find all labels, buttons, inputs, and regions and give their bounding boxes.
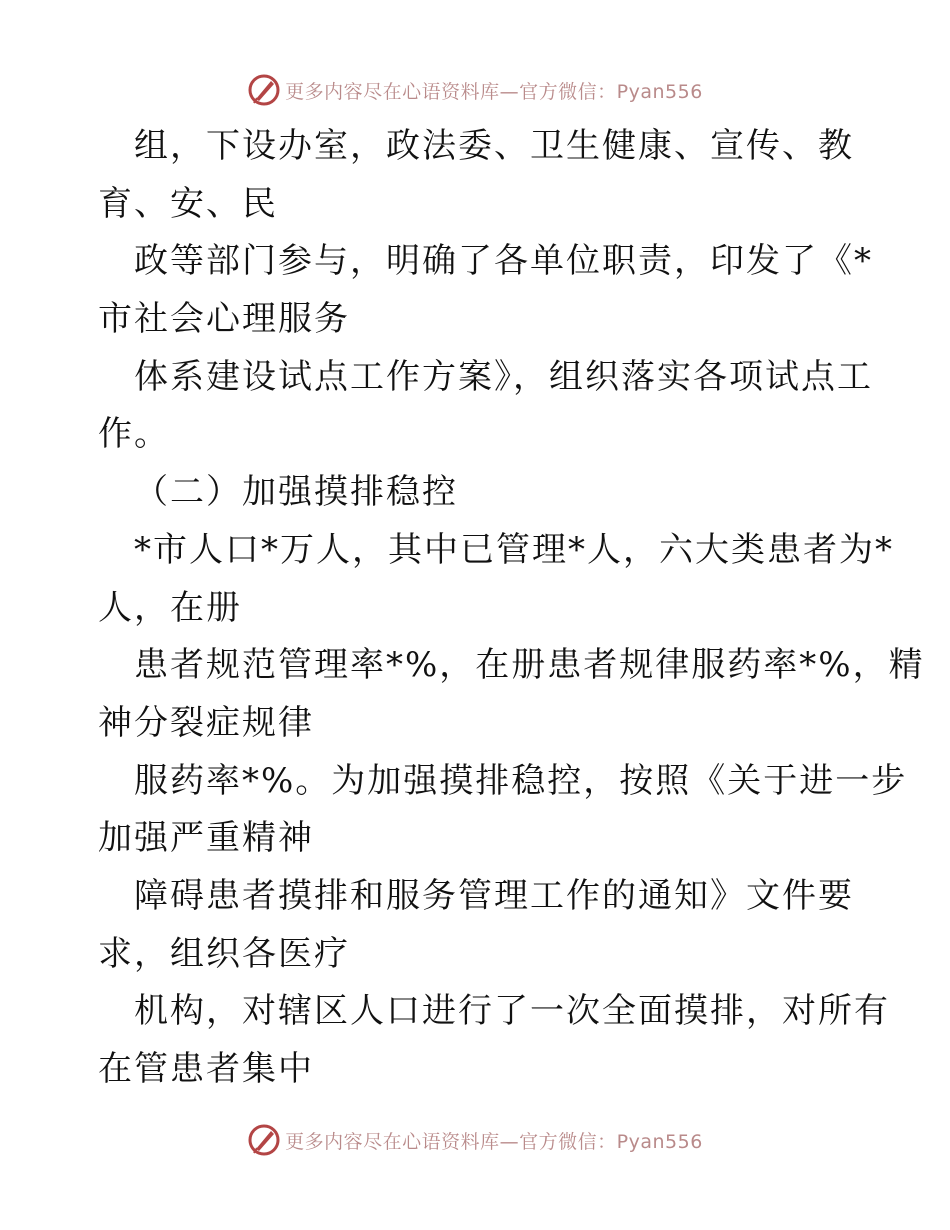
text-line: 人，在册 xyxy=(98,587,242,628)
text-line: 政等部门参与，明确了各单位职责，印发了《* xyxy=(134,241,873,282)
footer-watermark xyxy=(0,1120,950,1160)
text-line: 作。 xyxy=(98,414,170,455)
document-body xyxy=(98,118,925,1099)
watermark-text: 更多内容尽在心语资料库—官方微信：Pyan556 xyxy=(285,80,703,103)
text-line: 求，组织各医疗 xyxy=(98,933,350,974)
text-line: （二）加强摸排稳控 xyxy=(134,472,458,513)
quill-logo-icon xyxy=(247,1123,281,1157)
text-line: 市社会心理服务 xyxy=(98,299,350,340)
text-line: 组，下设办室，政法委、卫生健康、宣传、教 xyxy=(134,126,854,166)
text-line: 体系建设试点工作方案》，组织落实各项试点工 xyxy=(134,356,873,397)
watermark-text: 更多内容尽在心语资料库—官方微信：Pyan556 xyxy=(285,1130,703,1153)
text-line: 在管患者集中 xyxy=(98,1049,314,1089)
text-line: 服药率*%。为加强摸排稳控，按照《关于进一步 xyxy=(134,760,908,801)
text-line: 患者规范管理率*%，在册患者规律服药率*%，精 xyxy=(134,645,925,686)
text-line: *市人口*万人，其中已管理*人，六大类患者为* xyxy=(134,529,894,570)
quill-logo-icon xyxy=(247,73,281,107)
text-line: 障碍患者摸排和服务管理工作的通知》文件要 xyxy=(134,875,854,916)
text-line: 机构，对辖区人口进行了一次全面摸排，对所有 xyxy=(134,991,890,1032)
header-watermark xyxy=(0,70,950,110)
text-line: 加强严重精神 xyxy=(98,818,314,859)
text-line: 神分裂症规律 xyxy=(98,702,314,743)
text-line: 育、安、民 xyxy=(98,183,278,224)
